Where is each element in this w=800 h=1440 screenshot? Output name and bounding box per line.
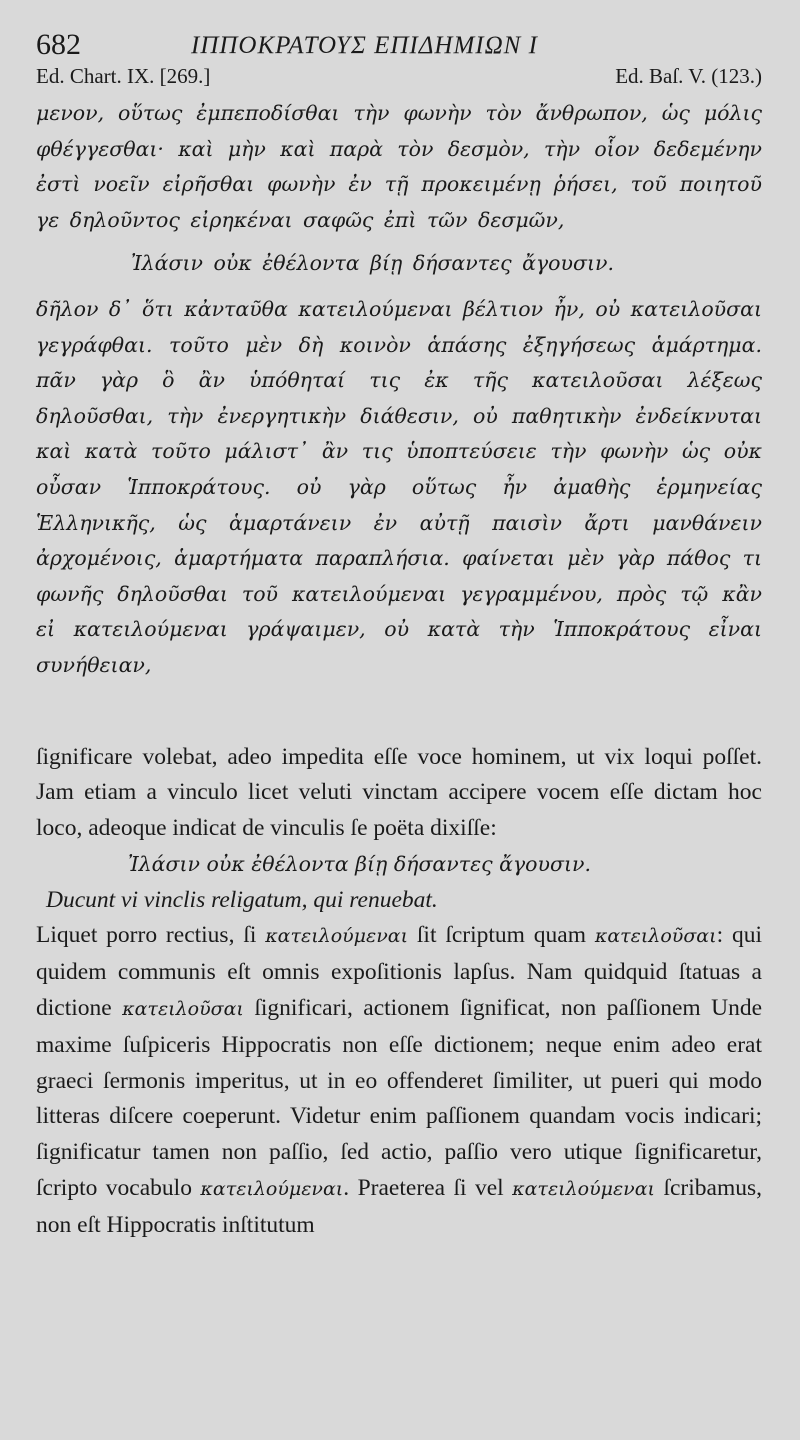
latin-text: ſit ſcriptum quam	[408, 922, 595, 949]
edition-basel-ref: Ed. Baſ. V. (123.)	[615, 64, 762, 88]
greek-word: κατειλοῦσαι	[594, 925, 717, 948]
latin-text: Liquet porro rectius, ſi	[36, 922, 266, 949]
page-header	[36, 24, 762, 62]
greek-verse-quote: Ἰλάσιν οὐκ ἐθέλοντα βίῃ δήσαντες ἄγουσιν.	[131, 251, 614, 276]
edition-line	[36, 62, 762, 96]
latin-verse-translation: Ducunt vi vinclis religatum, qui renuebat.	[46, 886, 438, 913]
latin-text: ſcribamus, non eſt Hippocratis inſtitutum	[36, 1175, 763, 1238]
latin-section-greek-verse: Ἰλάσιν οὐκ ἐθέλοντα βίῃ δήσαντες ἄγουσιν.	[128, 851, 591, 876]
latin-text: . Praeterea ſi vel	[343, 1175, 513, 1202]
greek-word: κατειλούμεναι	[200, 1178, 344, 1201]
latin-paragraph-2	[36, 918, 762, 1243]
greek-word: κατειλούμεναι	[512, 1178, 655, 1201]
latin-text: : qui quidem communis eſt omnis expoſitionis lapſus. Nam quidquid ſtatuas a dictione	[36, 922, 762, 1022]
column-gap	[36, 684, 762, 740]
latin-paragraph-1: ſignificare volebat, adeo impedita eſſe voce hominem, ut vix loqui poſſet. Jam etiam a vinculo licet veluti vinctam accipere vocem eſſe dictam hoc loco, adeoque indicat de vinculis ſe poëta dixiſſe:	[36, 743, 762, 842]
running-head: ΙΠΠΟΚΡΑΤΟΥΣ ΕΠΙΔΗΜΙΩΝ Ι	[191, 32, 538, 59]
greek-paragraph-1: μενον, οὕτως ἐμπεποδίσθαι τὴν φωνὴν τὸν ἄνθρωπον, ὡς μόλις φθέγγεσθαι· καὶ μὴν καὶ παρὰ τὸν δεσμὸν, τὴν οἷον δεδεμένην ἐστὶ νοεῖν εἰρῆσθαι φωνὴν ἐν τῇ προκειμένῃ ῥήσει, τοῦ ποιητοῦ γε δηλοῦντος εἰρηκέναι σαφῶς ἐπὶ τῶν δεσμῶν,	[36, 101, 762, 232]
greek-word: κατειλοῦσαι	[122, 998, 244, 1021]
edition-chart-ref: Ed. Chart. IX. [269.]	[36, 64, 211, 88]
latin-text: ſignificari, actionem ſignificat, non paſſionem Unde maxime ſuſpiceris Hippocratis non eſſe dictionem; neque enim adeo erat graeci ſermonis imperitus, ut in eo offenderet ſimiliter, ut pueri qui modo litteras diſcere coeperunt. Videtur enim paſſionem quandam vocis indicari; ſignificatur tamen non paſſio, ſed actio, paſſio vero utique ſignificaretur, ſcripto vocabulo	[36, 995, 762, 1202]
greek-word: κατειλούμεναι	[265, 925, 409, 948]
greek-paragraph-2: δῆλον δ᾽ ὅτι κἀνταῦθα κατειλούμεναι βέλτιον ἦν, οὐ κατειλοῦσαι γεγράφθαι. τοῦτο μὲν δὴ κοινὸν ἁπάσης ἐξηγήσεως ἁμάρτημα. πᾶν γὰρ ὃ ἂν ὑπόθηταί τις ἐκ τῆς κατειλοῦσαι λέξεως δηλοῦσθαι, τὴν ἐνεργητικὴν διάθεσιν, οὐ παθητικὴν ἐνδείκνυται καὶ κατὰ τοῦτο μάλιστ᾽ ἂν τις ὑποπτεύσειε τὴν φωνὴν ὡς οὐκ οὖσαν Ἱπποκράτους. οὐ γὰρ οὕτως ἦν ἀμαθὴς ἑρμηνείας Ἑλληνικῆς, ὡς ἁμαρτάνειν ἐν αὐτῇ παισὶν ἄρτι μανθάνειν ἀρχομένοις, ἁμαρτήματα παραπλήσια. φαίνεται μὲν γὰρ πάθος τι φωνῆς δηλοῦσθαι τοῦ κατειλούμεναι γεγραμμένου, πρὸς τῷ κἂν εἰ κατειλούμεναι γράψαιμεν, οὐ κατὰ τὴν Ἱπποκράτους εἶναι συνήθειαν,	[36, 296, 763, 677]
page-number: 682	[36, 28, 81, 61]
